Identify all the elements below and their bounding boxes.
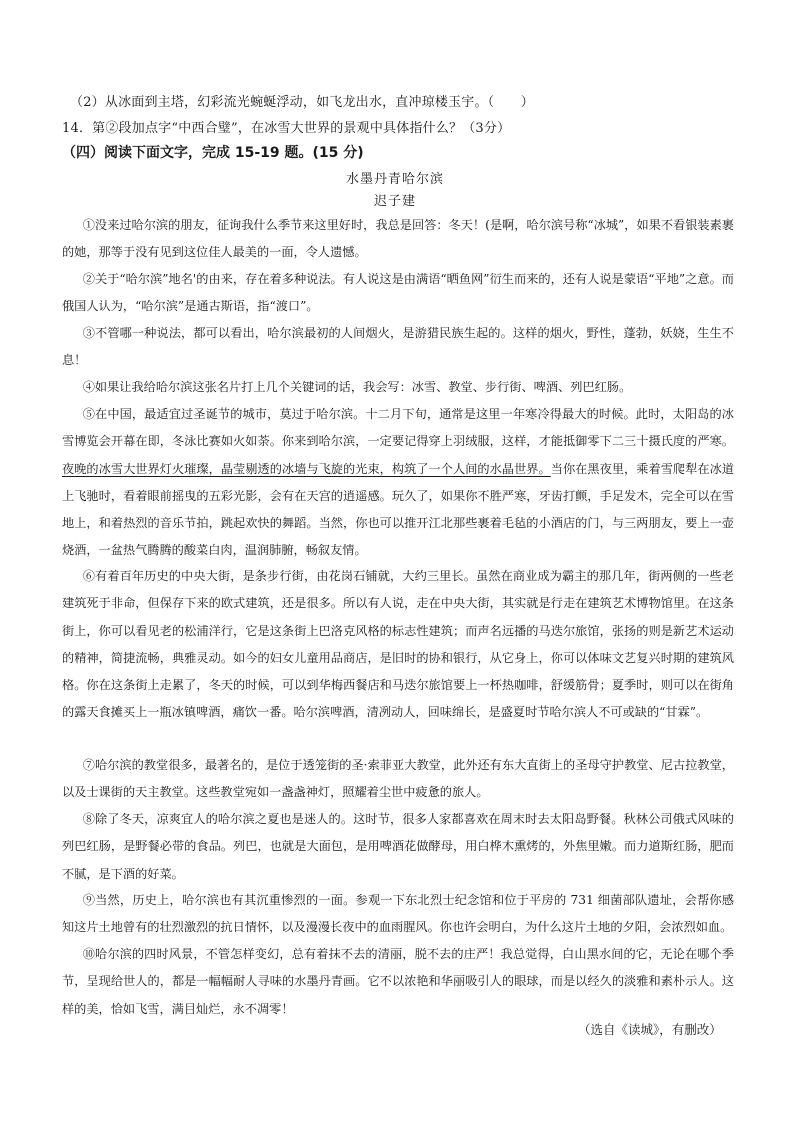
paragraph-1: ①没来过哈尔滨的朋友，征询我什么季节来这里好时，我总是回答：冬天！(是啊，哈尔滨号称“冰城”，如果不看银装素裹的她，那等于没有见到这位佳人最美的一面，令人遗憾。 xyxy=(62,218,734,260)
paragraph-9: ⑨当然，历史上，哈尔滨也有其沉重惨烈的一面。参观一下东北烈士纪念馆和位于平房的 731 细菌部队遗址，会帮你感知这片土地曾有的壮烈激烈的抗日情怀，以及漫漫长夜中的血雨腥风。你也许会明白，为什么这片土地的夕阳，会浓烈如血。 xyxy=(62,893,734,935)
paragraph-5-text-a: ⑤在中国，最适宜过圣诞节的城市，莫过于哈尔滨。十二月下旬，通常是这里一年寒冷得最大的时候。此时，太阳岛的冰雪博览会开幕在即，冬泳比赛如火如荼。你来到哈尔滨，一定要记得穿上羽绒服，这样，才能抵御零下二三十摄氏度的严寒。 xyxy=(62,407,734,449)
paragraph-6: ⑥有着百年历史的中央大街，是条步行街，由花岗石铺就，大约三里长。虽然在商业成为霸主的那几年，街两侧的一些老建筑死于非命，但保存下来的欧式建筑，还是很多。所以有人说，走在中央大街，其实就是行走在建筑艺术博物馆里。在这条街上，你可以看见老的松浦洋行，它是这条街上巴洛克风格的标志性建筑；而声名远播的马迭尔旅馆，张扬的则是新艺术运动的精神，简捷流畅，典雅灵动。如今的妇女儿童用品商店，是旧时的协和银行，从它身上，你可以体味文艺复兴时期的建筑风格。你在这条街上走累了，冬天的时候，可以到华梅西餐店和马迭尔旅馆要上一杯热咖啡，舒缓筋骨；夏季时，则可以在街角的露天食摊买上一瓶冰镇啤酒，痛饮一番。哈尔滨啤酒，清冽动人，回味绵长，是盛夏时节哈尔滨人不可或缺的“甘霖”。 xyxy=(62,569,734,720)
article-source: （选自《读城》，有删改） xyxy=(578,1022,722,1037)
paragraph-5 xyxy=(62,401,734,565)
paragraph-3: ③不管哪一种说法，都可以看出，哈尔滨最初的人间烟火，是游猎民族生起的。这样的烟火，野性，蓬勃，妖娆，生生不息！ xyxy=(62,326,734,368)
paragraph-4: ④如果让我给哈尔滨这张名片打上几个关键词的话，我会写：冰雪、教堂、步行街、啤酒、列巴红肠。 xyxy=(82,380,632,394)
article-author: 迟子建 xyxy=(374,194,417,209)
question-14: 14．第②段加点字“中西合璧”，在冰雪大世界的景观中具体指什么？（3分） xyxy=(62,121,511,136)
section-heading: （四）阅读下面文字，完成 15-19 题。(15 分) xyxy=(62,145,364,161)
paragraph-5-underlined: 夜晚的冰雪大世界灯火璀璨，晶莹剔透的冰墙与飞旋的光束，构筑了一个人间的水晶世界。 xyxy=(62,461,551,476)
paragraph-2: ②关于“哈尔滨”地名'的由来，存在着多种说法。有人说这是由满语“晒鱼网”衍生而来的，还有人说是蒙语“平地”之意。而俄国人认为，“哈尔滨”是通古斯语，指“渡口”。 xyxy=(62,272,734,314)
question-13-2: （2）从冰面到主塔，幻彩流光蜿蜒浮动，如飞龙出水，直冲琼楼玉宇。（ ） xyxy=(70,95,534,110)
article-title: 水墨丹青哈尔滨 xyxy=(346,172,445,187)
paragraph-7: ⑦哈尔滨的教堂很多，最著名的，是位于透笼街的圣·索菲亚大教堂，此外还有东大直街上的圣母守护教堂、尼古拉教堂，以及士课街的天主教堂。这些教堂宛如一盏盏神灯，照耀着尘世中疲惫的旅人。 xyxy=(62,758,734,800)
paragraph-5-text-b: 当你在黑夜里，乘着雪爬犁在冰道上飞驰时，看着眼前摇曳的五彩光影，会有在天宫的逍遥感。玩久了，如果你不胜严寒，牙齿打颤，手足发木，完全可以在雪地上，和着热烈的音乐节拍，跳起欢快的舞蹈。当然，你也可以推开江北那些裹着毛毡的小酒店的门，与三两朋友，要上一壶烧酒，一盆热气腾腾的酸菜白肉，温润肺腑，畅叙友情。 xyxy=(62,461,734,558)
paragraph-10: ⑩哈尔滨的四时风景，不管怎样变幻，总有着抹不去的清丽，脱不去的庄严！我总觉得，白山黑水间的它，无论在哪个季节，呈现给世人的，都是一幅幅耐人寻味的水墨丹青画。它不以浓艳和华丽吸引人的眼球，而是以经久的淡雅和素朴示人。这样的美，恰如飞雪，满目灿烂，永不凋零！ xyxy=(62,947,734,1016)
paragraph-8: ⑧除了冬天，凉爽宜人的哈尔滨之夏也是迷人的。这时节，很多人家都喜欢在周末时去太阳岛野餐。秋林公司俄式风味的列巴红肠，是野餐必带的食品。列巴，也就是大面包，是用啤酒花做酵母，用白桦木熏烤的，外焦里嫩。而力道斯红肠，肥而不腻，是下酒的好菜。 xyxy=(62,812,734,881)
